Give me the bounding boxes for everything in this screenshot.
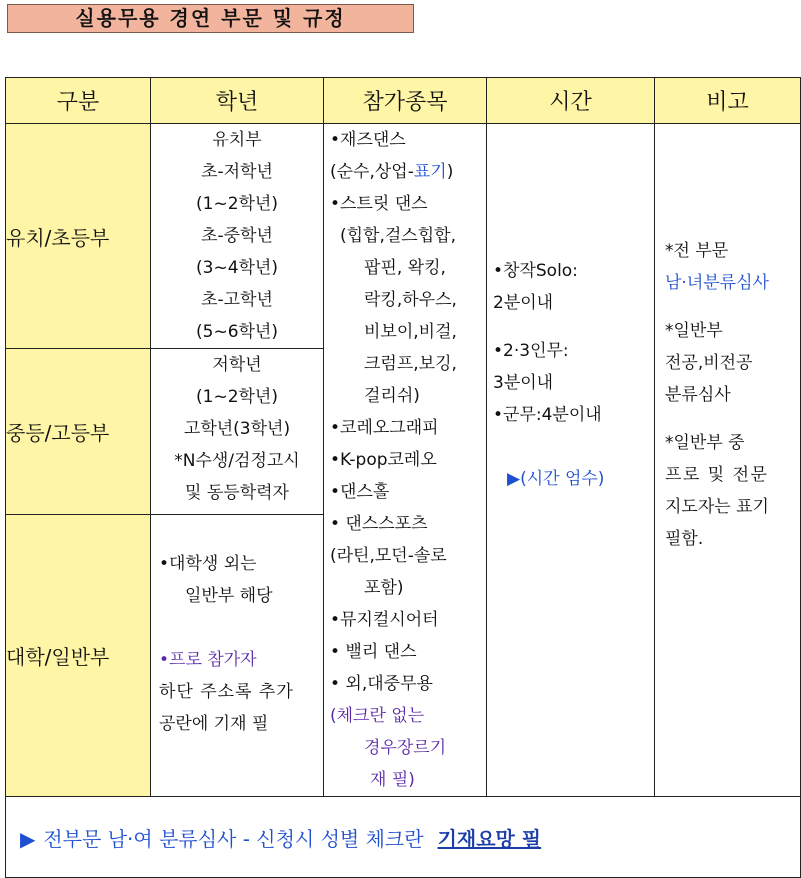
grades-secondary xyxy=(151,349,324,515)
time-strict-notice: ▶(시간 엄수) xyxy=(507,469,605,489)
header-grade: 학년 xyxy=(151,78,324,124)
time-duo-limit: 3분이내 xyxy=(493,373,554,393)
header-time: 시간 xyxy=(487,78,655,124)
category-secondary: 중등/고등부 xyxy=(6,349,151,515)
grade-line: (3~4학년) xyxy=(196,258,278,278)
event-other: • 외,대중무용 xyxy=(330,674,433,694)
spacer xyxy=(493,447,654,463)
event-other-note: 경우장르기 xyxy=(364,738,447,758)
spacer xyxy=(493,495,654,665)
spacer xyxy=(493,319,654,335)
page-title: 실용무용 경연 부문 및 규정 xyxy=(7,4,414,33)
pro-participant-note: 공란에 기재 필 xyxy=(159,713,269,734)
spacer xyxy=(159,740,323,764)
note-all-divisions: *전 부문 xyxy=(665,241,729,261)
grade-line: 초-저학년 xyxy=(201,162,273,182)
event-street-sub: 걸리쉬) xyxy=(364,386,420,406)
time-solo-limit: 2분이내 xyxy=(493,293,554,313)
event-dancesport-sub: (라틴,모던-솔로 xyxy=(330,546,447,566)
grade-line: 및 동등학력자 xyxy=(185,483,289,503)
header-notes: 비고 xyxy=(655,78,801,124)
pro-participant-label: •프로 참가자 xyxy=(159,649,257,670)
grade-line: 저학년 xyxy=(212,355,262,375)
grade-line: 초-고학년 xyxy=(201,290,273,310)
play-triangle-icon: ▶ xyxy=(20,826,36,851)
event-dancesport: • 댄스스포츠 xyxy=(330,514,428,534)
pro-participant-note: 하단 주소록 추가 xyxy=(159,681,294,702)
event-dancesport-sub: 포함) xyxy=(364,578,404,598)
spacer xyxy=(665,299,800,315)
header-row xyxy=(6,78,801,124)
time-solo: •창작Solo: xyxy=(493,261,578,281)
time-group: •군무:4분이내 xyxy=(493,405,602,425)
grade-line: (1~2학년) xyxy=(196,387,278,407)
event-other-note: (체크란 없는 xyxy=(330,706,425,726)
event-other-note: 재 필) xyxy=(370,770,415,790)
event-choreography: •코레오그래피 xyxy=(330,418,439,438)
note-pro-c: 지도자는 표기 xyxy=(665,497,769,517)
university-line: 일반부 해당 xyxy=(185,585,273,606)
spacer xyxy=(493,431,654,447)
event-street-sub: 비보이,비걸, xyxy=(364,322,457,342)
spacer xyxy=(159,628,323,644)
category-elementary: 유치/초등부 xyxy=(6,124,151,349)
grades-university xyxy=(151,515,324,797)
event-kpop: •K-pop코레오 xyxy=(330,450,437,470)
rules-table xyxy=(5,77,801,878)
event-jazz-sub-close: ) xyxy=(446,162,454,182)
event-street-sub: 락킹,하우스, xyxy=(364,290,457,310)
time-duo: •2·3인무: xyxy=(493,341,569,361)
note-general-review: 분류심사 xyxy=(665,385,731,405)
footer-notice xyxy=(6,797,801,878)
footer-emphasis: 기재요망 필 xyxy=(437,826,542,851)
note-general-major: 전공,비전공 xyxy=(665,353,753,373)
notes-cell xyxy=(655,124,801,797)
note-pro-b: 프로 및 전문 xyxy=(665,465,769,485)
grade-line: *N수생/검정고시 xyxy=(174,451,300,471)
event-street-sub: 팝핀, 왁킹, xyxy=(364,258,446,278)
header-events: 참가종목 xyxy=(324,78,487,124)
header-category: 구분 xyxy=(6,78,151,124)
event-street-sub: 크럼프,보깅, xyxy=(364,354,457,374)
note-pro-d: 필함. xyxy=(665,529,704,549)
event-jazz-sub-highlight: 표기 xyxy=(413,162,447,182)
event-musical: •뮤지컬시어터 xyxy=(330,610,439,630)
note-pro: *일반부 중 xyxy=(665,433,745,453)
event-dancehall: •댄스홀 xyxy=(330,482,390,502)
event-jazz-sub-text: (순수,상업- xyxy=(330,162,414,182)
university-line: •대학생 외는 xyxy=(159,553,257,574)
footer-text: 전부문 남·여 분류심사 - 신청시 성별 체크란 xyxy=(43,826,424,851)
event-jazz: •재즈댄스 xyxy=(330,130,406,150)
time-cell xyxy=(487,124,655,797)
grade-line: (5~6학년) xyxy=(196,322,278,342)
event-street: •스트릿 댄스 xyxy=(330,194,428,214)
grade-line: 고학년(3학년) xyxy=(183,419,291,439)
grade-line: 유치부 xyxy=(212,130,262,150)
note-general: *일반부 xyxy=(665,321,723,341)
table-row xyxy=(6,124,801,349)
grade-line: (1~2학년) xyxy=(196,194,278,214)
event-jazz-sub xyxy=(330,156,486,188)
grade-line: 초-중학년 xyxy=(201,226,273,246)
spacer xyxy=(665,411,800,427)
note-gender-review: 남·녀분류심사 xyxy=(665,273,769,293)
event-belly: • 밸리 댄스 xyxy=(330,642,417,662)
spacer xyxy=(665,555,800,685)
grades-elementary xyxy=(151,124,324,349)
footer-row xyxy=(6,797,801,878)
event-street-sub: (힙합,걸스힙합, xyxy=(340,226,456,246)
category-university: 대학/일반부 xyxy=(6,515,151,797)
events-cell xyxy=(324,124,487,797)
spacer xyxy=(159,612,323,628)
